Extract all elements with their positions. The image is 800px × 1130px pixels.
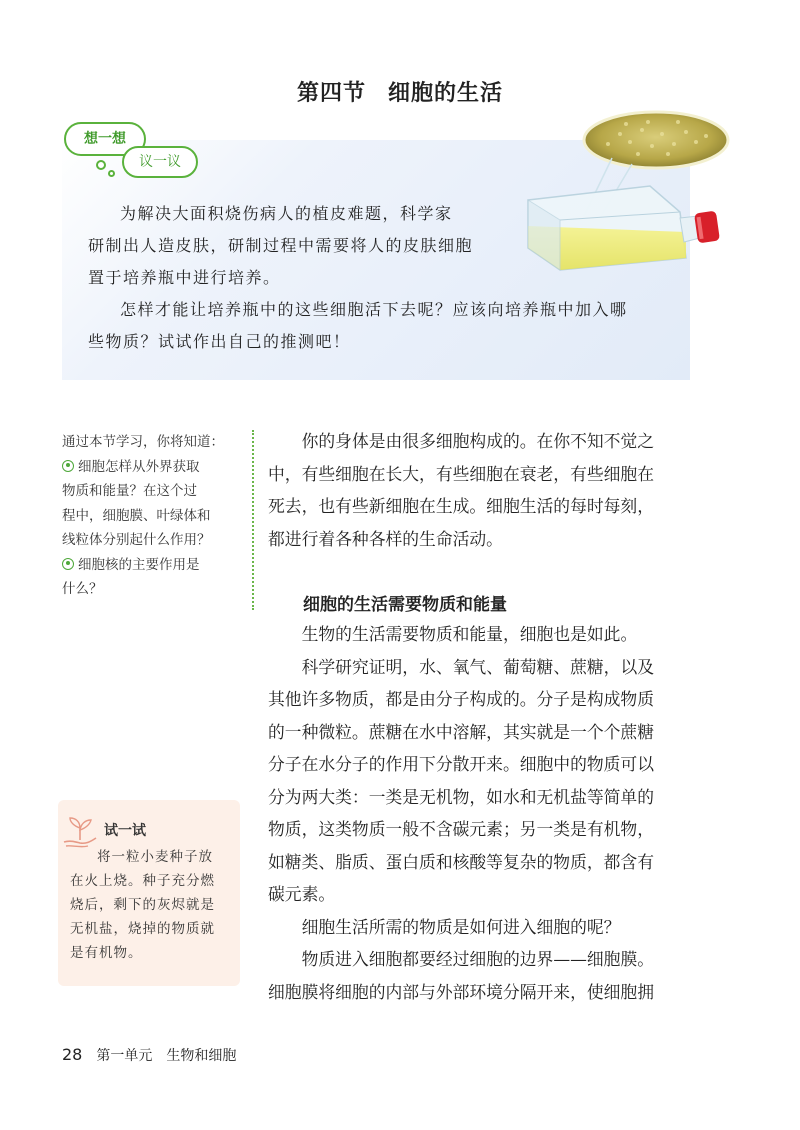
cell-culture-magnified [584,112,728,168]
try-it-text: 将一粒小麦种子放 在火上烧。种子充分燃 烧后，剩下的灰烬就是 无机盐，烧掉的物质就 是有机物。 [70,849,215,961]
bubble-dot [108,170,115,177]
text-line: 置于培养瓶中进行培养。 [88,268,281,287]
bullet-icon [62,558,74,570]
discuss-bubble: 议一议 [122,146,198,178]
unit-title: 生物和细胞 [166,1048,237,1064]
think-bubble: 想一想 [64,122,146,156]
think-paragraph-2 [88,294,684,358]
goal-item-2: 细胞核的主要作用是 什么？ [62,556,200,597]
text-line: 怎样才能让培养瓶中的这些细胞活下去呢？应该向培养瓶中加入哪 [120,300,628,319]
goal-item-1: 细胞怎样从外界获取 物质和能量？在这个过 程中，细胞膜、叶绿体和 线粒体分别起什么作用？ [62,458,211,548]
goals-lead: 通过本节学习，你将知道： [62,434,224,450]
try-it-title: 试一试 [104,823,146,839]
body-paragraph-3: 细胞生活所需的物质是如何进入细胞的呢？ [301,916,621,937]
text-line: 研制出人造皮肤，研制过程中需要将人的皮肤细胞 [88,236,474,255]
text-line: 些物质？试试作出自己的推测吧！ [88,332,351,351]
sidebar-divider [252,430,254,610]
subheading: 细胞的生活需要物质和能量 [303,595,507,615]
text-line: 为解决大面积烧伤病人的植皮难题，科学家 [120,204,453,223]
body-text [268,618,700,1008]
page-footer [62,1045,236,1065]
think-paragraph-1 [88,198,518,294]
culture-flask-illustration [500,108,736,298]
body-paragraph-1: 生物的生活需要物质和能量，细胞也是如此。 [301,624,638,644]
bullet-icon [62,460,74,472]
body-paragraph-2: 科学研究证明，水、氧气、葡萄糖、蔗糖，以及 其他许多物质，都是由分子构成的。分子是构成物质 的一种微粒。蔗糖在水中溶解，其实就是一个个蔗糖 分子在水分子的作用下分散开来。细胞中的物质可以 分为两大类：一类是无机物，如水和无机盐等简单的 物质，这类物质一般不含碳元素；另一类是有机物， 如糖类、脂质、蛋白质和核酸等复杂的物质，都含有 碳元素。 [268,656,655,904]
page-number: 28 [62,1045,83,1064]
page-title [0,76,800,107]
unit-label: 第一单元 [96,1048,153,1064]
bubble-dot [96,160,106,170]
main-intro-paragraph: 你的身体是由很多细胞构成的。在你不知不觉之 中，有些细胞在长大，有些细胞在衰老，有些细胞在 死去，也有些新细胞在生成。细胞生活的每时每刻， 都进行着各种各样的生命活动。 [268,431,655,549]
section-number: 第四节 [296,81,366,106]
body-paragraph-4: 物质进入细胞都要经过细胞的边界——细胞膜。 细胞膜将细胞的内部与外部环境分隔开来，使细胞拥 [268,949,655,1002]
learning-goals [62,430,250,602]
section-name: 细胞的生活 [388,81,504,106]
